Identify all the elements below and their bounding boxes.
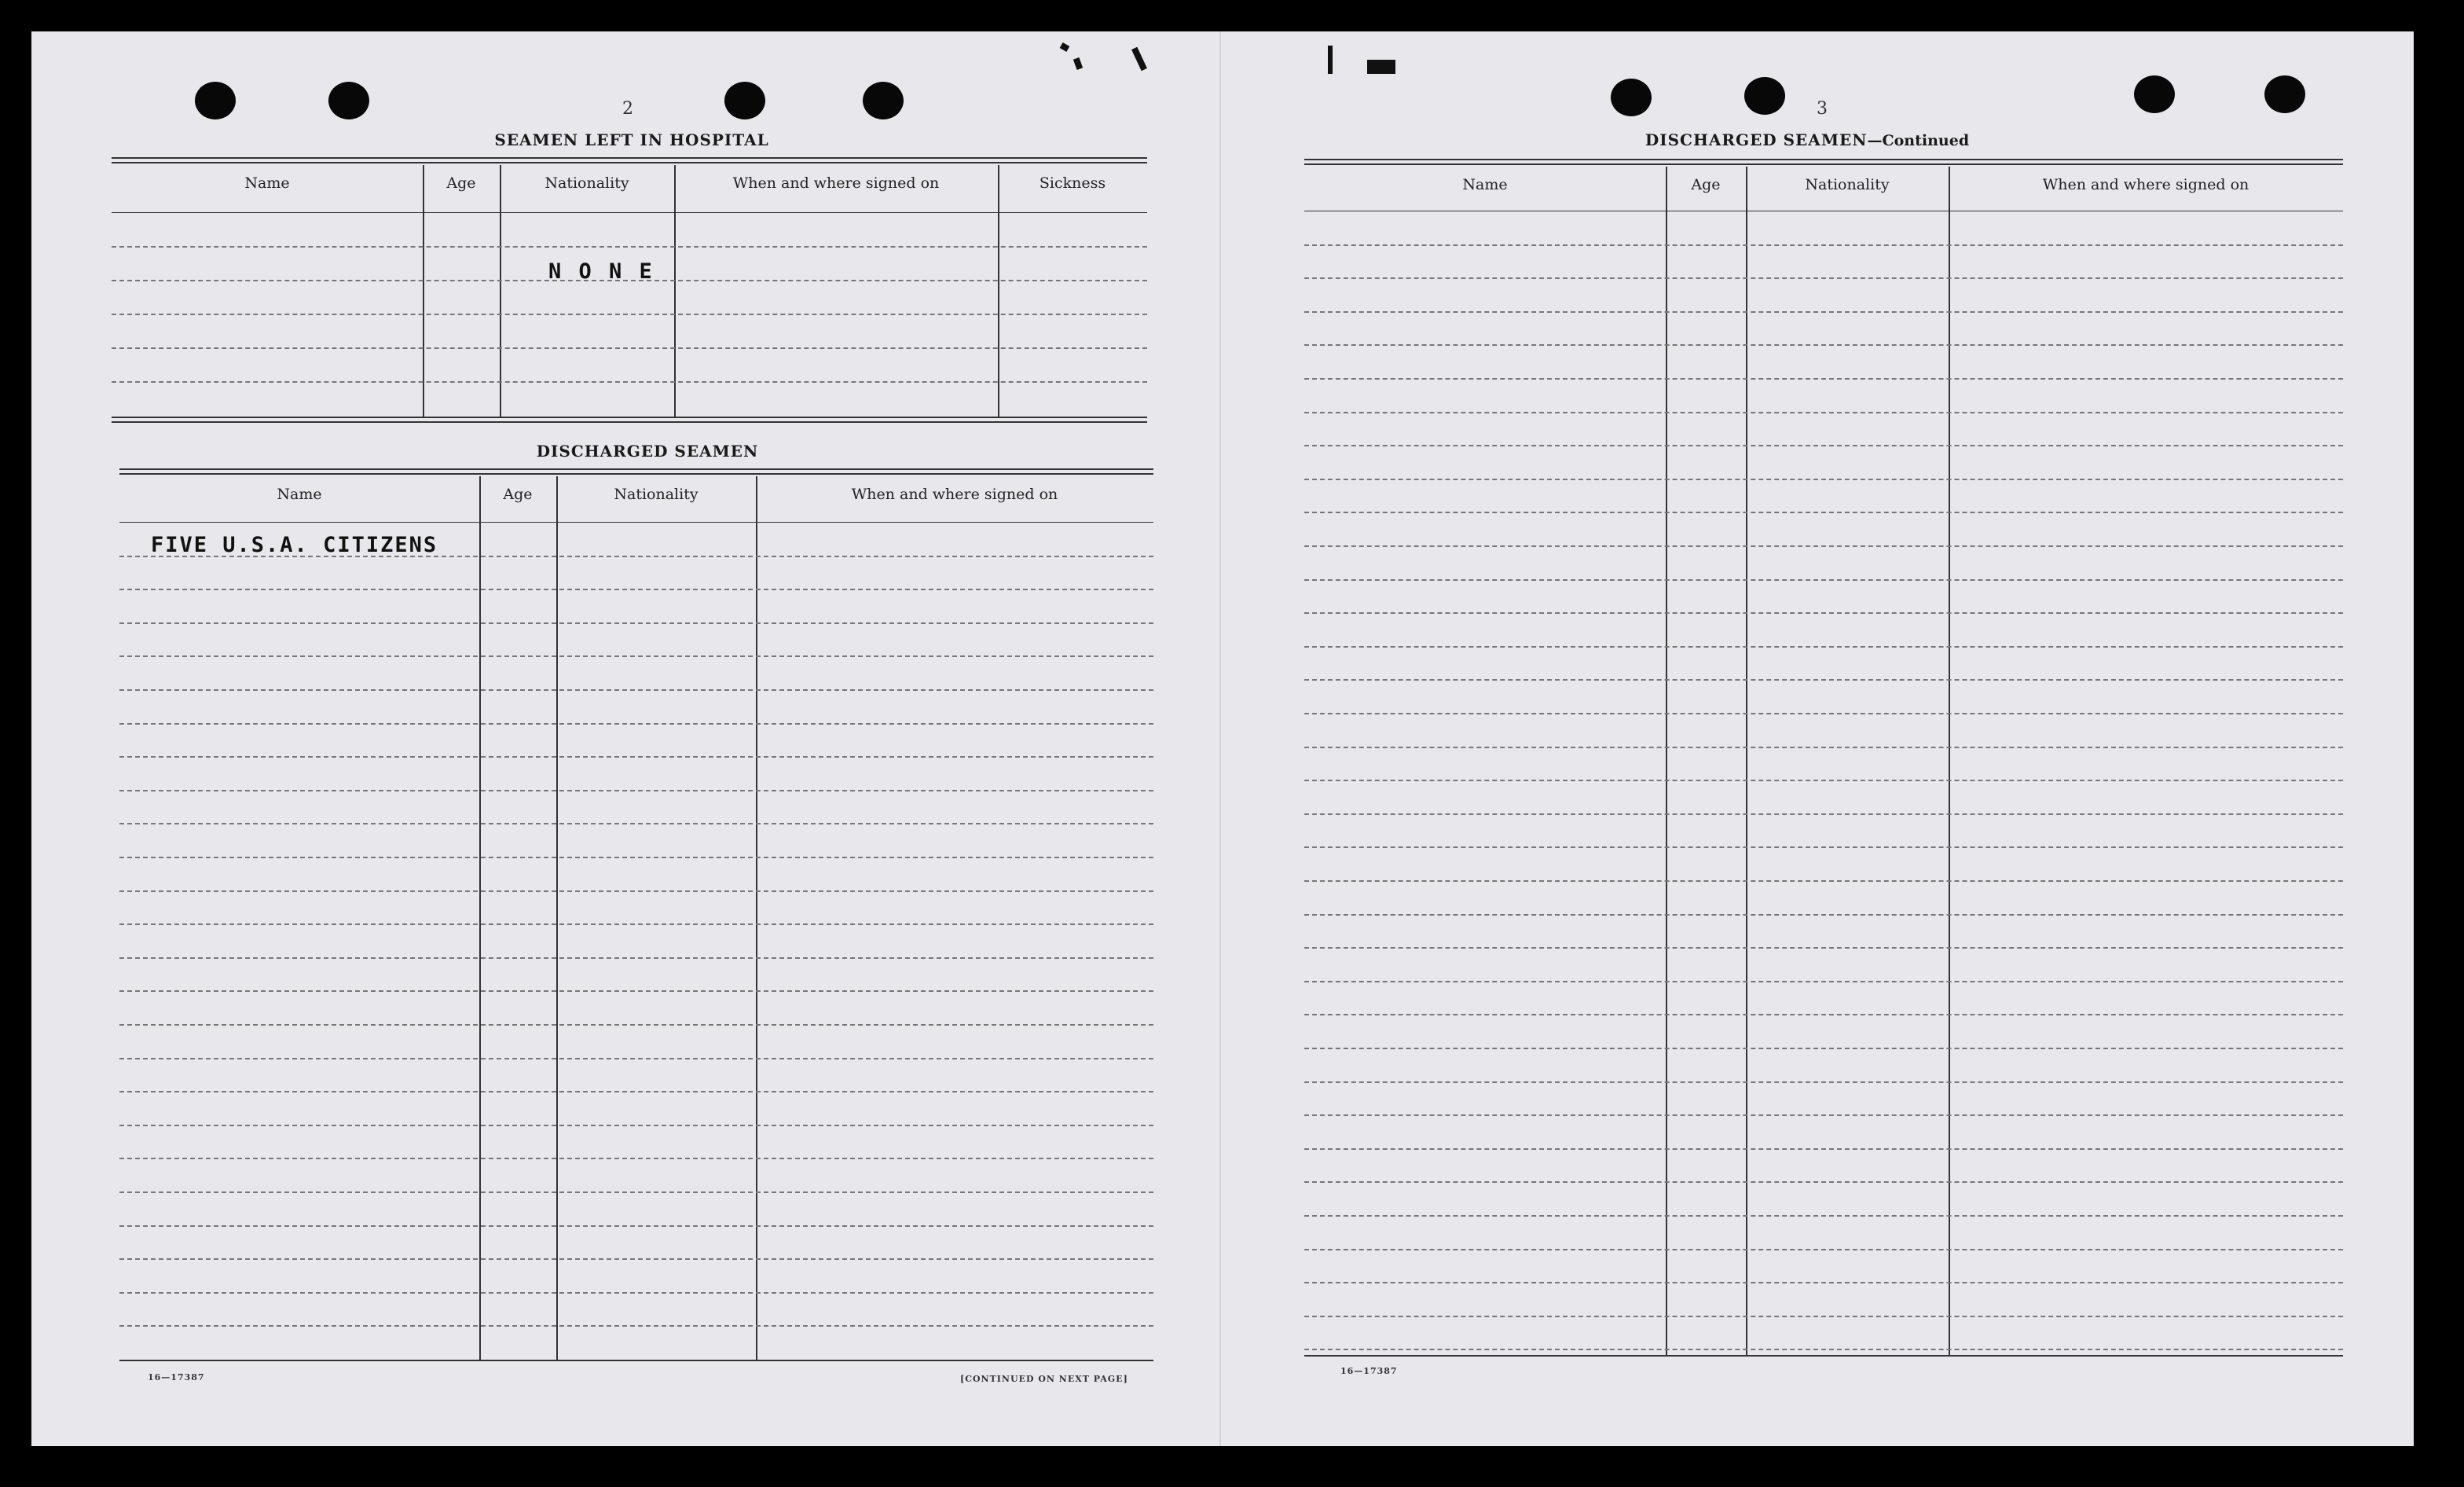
column-divider <box>479 476 481 1360</box>
row-line <box>112 381 1147 383</box>
column-divider <box>556 476 558 1360</box>
column-header: Name <box>1462 176 1508 193</box>
column-header: Nationality <box>544 174 629 192</box>
row-line <box>119 1225 1153 1227</box>
column-header: Nationality <box>1805 176 1890 193</box>
column-divider <box>674 165 676 417</box>
row-line <box>1304 412 2343 413</box>
column-header: Age <box>446 174 476 192</box>
row-line <box>1304 344 2343 346</box>
column-header: Nationality <box>614 486 698 503</box>
row-line <box>1304 646 2343 648</box>
punch-hole <box>1744 77 1785 115</box>
row-line <box>1304 1081 2343 1083</box>
page-number: 2 <box>622 99 633 119</box>
row-line <box>119 1125 1153 1126</box>
row-line <box>1304 747 2343 748</box>
row-line <box>119 756 1153 758</box>
column-divider <box>500 165 501 417</box>
row-line <box>112 246 1147 248</box>
row-line <box>1304 947 2343 949</box>
page-number: 3 <box>1817 99 1828 119</box>
row-line <box>1304 813 2343 815</box>
column-header: Sickness <box>1039 174 1106 192</box>
table-top-rule <box>112 157 1147 159</box>
row-line <box>1304 378 2343 380</box>
row-line <box>1304 479 2343 480</box>
punch-hole <box>2134 75 2175 113</box>
row-line <box>119 689 1153 691</box>
column-divider <box>423 165 424 417</box>
row-line <box>119 723 1153 725</box>
punch-hole <box>724 82 765 119</box>
column-header: Age <box>1691 176 1721 193</box>
row-line <box>1304 545 2343 547</box>
staple-mark <box>1367 60 1395 74</box>
row-line <box>119 890 1153 892</box>
row-line <box>119 1191 1153 1193</box>
continued-suffix: —Continued <box>1867 132 1970 149</box>
continued-note: [CONTINUED ON NEXT PAGE] <box>960 1374 1128 1384</box>
row-line <box>119 1091 1153 1092</box>
row-line <box>1304 1215 2343 1217</box>
form-number: 16—17387 <box>148 1372 205 1382</box>
row-line <box>119 957 1153 959</box>
header-rule <box>112 212 1147 213</box>
table-bottom-rule <box>112 421 1147 423</box>
document-sheet <box>31 31 2414 1446</box>
column-header: Name <box>244 174 290 192</box>
table-top-rule <box>119 468 1153 470</box>
table-bottom-rule <box>119 1360 1153 1361</box>
column-header: Age <box>503 486 533 503</box>
row-line <box>1304 445 2343 446</box>
row-line <box>1304 612 2343 614</box>
row-line <box>1304 914 2343 916</box>
staple-mark <box>1328 46 1333 74</box>
hospital-entry: N O N E <box>548 259 654 284</box>
row-line <box>112 347 1147 349</box>
table-bottom-rule <box>112 417 1147 418</box>
column-divider <box>756 476 757 1360</box>
row-line <box>1304 1316 2343 1317</box>
row-line <box>1304 1014 2343 1015</box>
column-header: Name <box>277 486 322 503</box>
row-line <box>119 923 1153 925</box>
row-line <box>119 857 1153 858</box>
row-line <box>1304 880 2343 882</box>
row-line <box>1304 846 2343 848</box>
column-divider <box>998 165 999 417</box>
punch-hole <box>2264 75 2305 113</box>
row-line <box>119 990 1153 992</box>
row-line <box>1304 1349 2343 1350</box>
row-line <box>1304 1114 2343 1116</box>
row-line <box>1304 1181 2343 1183</box>
row-line <box>1304 679 2343 681</box>
row-line <box>1304 780 2343 781</box>
table-top-rule <box>1304 163 2343 165</box>
row-line <box>119 655 1153 657</box>
form-number: 16—17387 <box>1340 1366 1398 1376</box>
discharged-section-title: DISCHARGED SEAMEN <box>536 442 759 461</box>
row-line <box>119 1024 1153 1026</box>
row-line <box>1304 579 2343 581</box>
discharged-entry: FIVE U.S.A. CITIZENS <box>151 533 438 557</box>
row-line <box>119 1058 1153 1059</box>
row-line <box>1304 1282 2343 1283</box>
row-line <box>112 314 1147 315</box>
row-line <box>119 589 1153 590</box>
punch-hole <box>328 82 369 119</box>
column-header: When and where signed on <box>732 174 940 192</box>
row-line <box>119 823 1153 824</box>
punch-hole <box>863 82 904 119</box>
table-top-rule <box>1304 159 2343 160</box>
row-line <box>1304 1148 2343 1150</box>
column-header: When and where signed on <box>851 486 1058 503</box>
continued-section-title <box>1571 130 2043 149</box>
row-line <box>119 1325 1153 1327</box>
row-line <box>119 1158 1153 1159</box>
row-line <box>1304 1048 2343 1049</box>
row-line <box>1304 981 2343 982</box>
row-line <box>1304 244 2343 246</box>
hospital-section-title: SEAMEN LEFT IN HOSPITAL <box>494 130 769 149</box>
table-bottom-rule <box>1304 1355 2343 1357</box>
row-line <box>119 1258 1153 1260</box>
row-line <box>1304 311 2343 313</box>
punch-hole <box>1611 79 1652 116</box>
punch-hole <box>195 82 236 119</box>
continued-section-title-main: DISCHARGED SEAMEN <box>1644 130 1868 149</box>
page-fold <box>1219 31 1221 1446</box>
row-line <box>119 790 1153 791</box>
header-rule <box>119 522 1153 523</box>
column-header: When and where signed on <box>2042 176 2250 193</box>
row-line <box>1304 1249 2343 1250</box>
table-top-rule <box>119 473 1153 475</box>
row-line <box>1304 277 2343 279</box>
row-line <box>119 622 1153 624</box>
row-line <box>119 1292 1153 1294</box>
table-top-rule <box>112 162 1147 163</box>
row-line <box>1304 512 2343 513</box>
row-line <box>1304 713 2343 714</box>
